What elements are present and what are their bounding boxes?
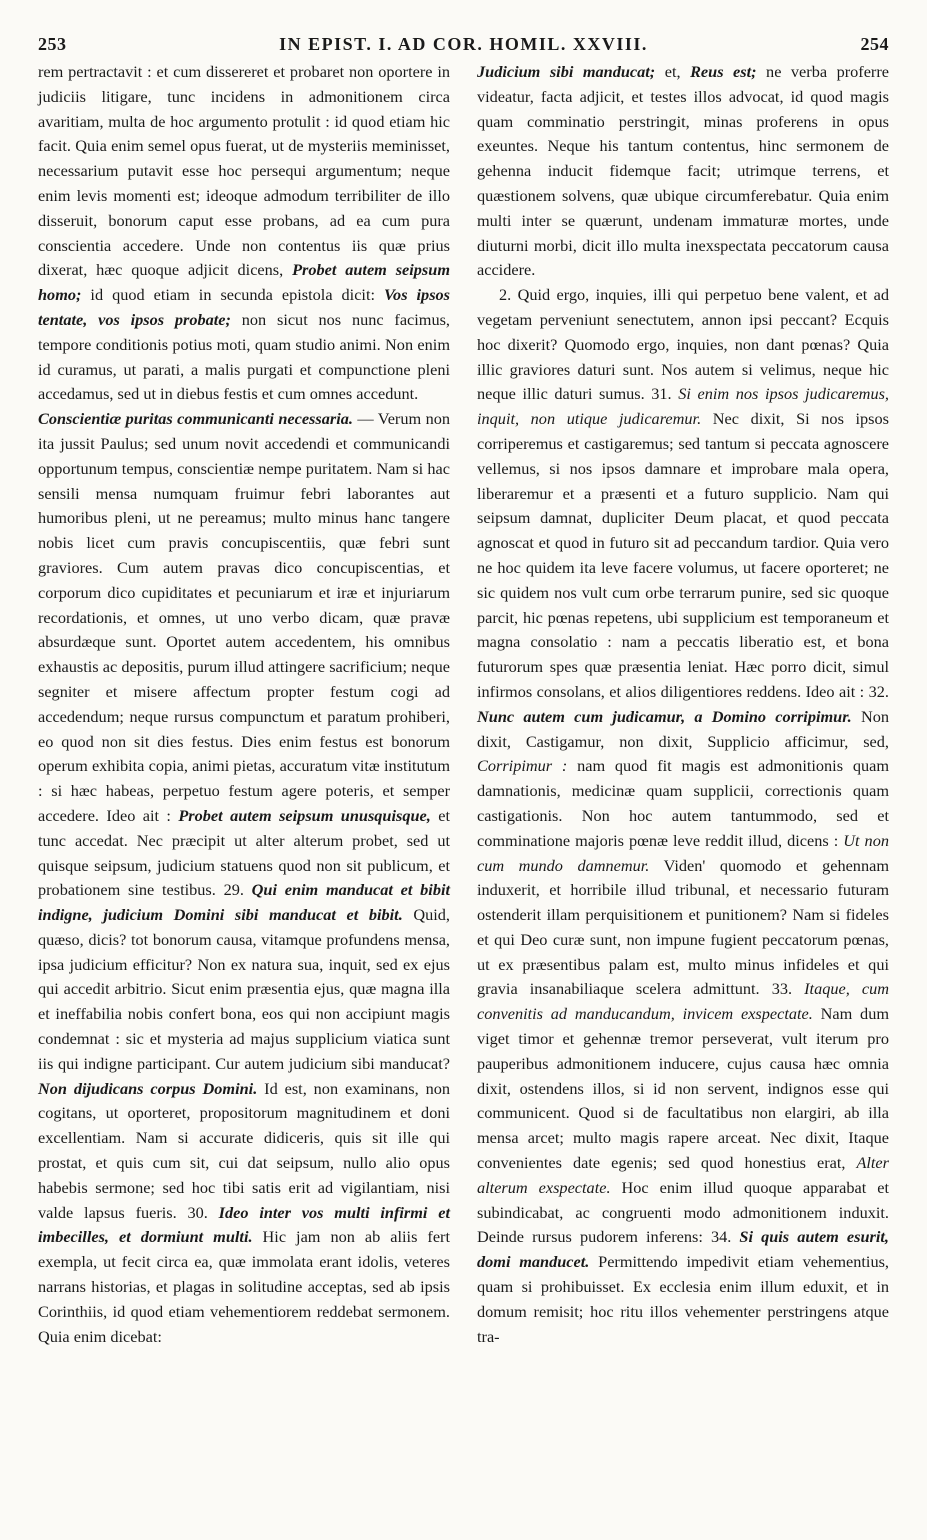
- text-columns: [38, 60, 889, 1349]
- section-heading: Conscientiæ puritas communicanti necessaria.: [38, 409, 353, 429]
- left-column: [38, 60, 450, 1349]
- right-paragraph-2: 2. Quid ergo, inquies, illi qui perpetuo bene valent, et ad vegetam perveniunt senectutem, annon ipsi peccant? Ecquis hoc dixerit? Quomodo ergo, inquies, non dant pœnas? Quia illic graviores daturi sunt. Nos autem si velimus, neque hic neque illic daturi sumus. 31. Si enim nos ipsos judicaremus, inquit, non utique judicaremur. Nec dixit, Si nos ipsos corriperemus et castigaremus; sed tantum si peccata agnoscere vellemus, si nos ipsos damnare et improbare mala opera, liberaremur et a præsenti et a futuro supplicio. Nam qui seipsum damnat, dupliciter Deum placat, et quod peccata agnoscat et quod in futuro sit ad peccandum tardior. Quia vero ne hoc quidem ita leve facere volumus, ut facere oporteret; ne sic quidem nos vult cum orbe terrarum punire, sed sic quoque parcit, hic pœnas repetens, ubi supplicium est temporaneum et magna consolatio : nam a peccatis liberatio est, et bona futurorum spes quæ præsentia leniat. Hæc porro dicit, simul infirmos consolans, et alios diligentiores reddens. Ideo ait : 32. Nunc autem cum judicamur, a Domino corripimur. Non dixit, Castigamur, non dixit, Supplicio afficimur, sed, Corripimur : nam quod fit magis est admonitionis quam damnationis, medicinæ quam supplicii, correctionis quam castigationis. Non hoc autem tantummodo, sed et comminatione majoris pœnæ leve reddit illud, dicens : Ut non cum mundo damnemur. Viden' quomodo et gehennam induxerit, et horribile illud tribunal, et necessario futuram ostenderit illam perquisitionem et punitionem? Nam si fideles et qui Deo curæ sunt, non impune fugient peccatorum pœnas, ut ex præsentibus palam est, multo minus infideles et qui gravia insanabiliaque scelera admittunt. 33. Itaque, cum convenitis ad manducandum, invicem exspectate. Nam dum viget timor et gehennæ tremor perseverat, vult iterum pro pauperibus admonitionem inducere, cujus causa hæc omnia dixit, ostendens illos, si id non servent, indignos esse qui communicent. Quod si de facultatibus non elargiri, ab illa mensa arcet; multo magis rapere arceat. Nec dixit, Itaque convenientes date egenis; sed quod honestius erat, Alter alterum exspectate. Hoc enim illud quoque apparabat et subindicabat, ac congruenti modo admonitionem induxit. Deinde rursus pudorem inferens: 34. Si quis autem esurit, domi manducet. Permittendo impedivit etiam vehementius, quam si prohibuisset. Ex ecclesia enim illum eduxit, et in domum remisit; hoc ritu illos vehementer perstringens atque tra-: [477, 285, 889, 1346]
- running-header: [38, 30, 889, 56]
- page-number-left: 253: [38, 34, 67, 54]
- running-title: IN EPIST. I. AD COR. HOMIL. XXVIII.: [279, 34, 648, 54]
- left-paragraph-2: Conscientiæ puritas communicanti necessaria. — Verum non ita jussit Paulus; sed unum novit accedendi et communicandi opportunum tempus, conscientiæ nempe puritatem. Nam si hac sensili mensa numquam fruimur febri laborantes aut humoribus pleni, ut ne pereamus; multo minus hanc tangere nobis licet cum pravis concupiscentiis, quæ febri sunt graviores. Cum autem pravas dico concupiscentias, et corporum dico cupiditates et pecuniarum et iræ et injuriarum recordationis, et omnes, ut uno verbo dicam, quæ pravæ absurdæque sunt. Oportet autem accedentem, his omnibus exhaustis ac depositis, purum illud attingere sacrificium; neque segniter et misere affectum propter festum cogi ad accedendum; neque rursus compunctum et paratum prohiberi, eo quod non sit dies festus. Dies enim festus est bonorum operum exhibita copia, animi pietas, accuratum vitæ institutum : si hæc habeas, perpetuo festum agere poteris, et semper accedere. Ideo ait : Probet autem seipsum unusquisque, et tunc accedat. Nec præcipit ut alter alterum probet, sed ut quisque seipsum, judicium statuens quod non sit publicum, et probationem sine testibus. 29. Qui enim manducat et bibit indigne, judicium Domini sibi manducat et bibit. Quid, quæso, dicis? tot bonorum causa, vitamque profundens mensa, ipsa judicium efficitur? Non ex natura sua, inquit, sed ex ejus qui accedit arbitrio. Sicut enim præsentia ejus, quæ magna illa et ineffabilia nobis confert bona, eos qui non accipiunt magis condemnat : sic et mysteria ad majus supplicium viatica sunt iis qui indigne participant. Cur autem judicium sibi manducat? Non dijudicans corpus Domini. Id est, non examinans, non cogitans, ut oporteret, propositorum magnitudinem et doni excellentiam. Nam si accurate didiceris, quis sit ille qui prostat, et quis cum sit, cui dat seipsum, nullo alio opus habebis sermone; sed hoc tibi satis erit ad vigilantiam, nisi valde lapsus fueris. 30. Ideo inter vos multi infirmi et imbecilles, et dormiunt multi. Hic jam non ab aliis fert exempla, ut fecit circa ea, quæ immolata erant idolis, veteres narrans historias, et plagas in solitudine acceptas, sed ab ipsis Corinthiis, id quod etiam vehementiorem reddebat sermonem. Quia enim dicebat:: [38, 409, 451, 1346]
- page-number-right: 254: [860, 34, 889, 54]
- right-paragraph-1: Judicium sibi manducat; et, Reus est; ne verba proferre videatur, facta adjicit, et testes illos advocat, id quod magis quam comminatio perstringit, minas proferens in opus exeuntes. Neque his tantum contentus, hinc sermonem de gehenna inducit fidemque facit; utrimque terrens, et quæstionem solvens, quæ ubique circumferebatur. Quia enim multi inter se quærunt, undenam immaturæ mortes, unde diuturni morbi, dicit illo multa inexspectata peccatorum causa accidere.: [477, 62, 889, 280]
- right-column: [477, 60, 889, 1349]
- left-paragraph-1: rem pertractavit : et cum dissereret et probaret non oportere in judiciis litigare, tunc incidens in admonitionem circa avaritiam, multa de hoc argumento protulit : id quod etiam hic facit. Quia enim semel opus fuerat, ut de mysteriis meminisset, necessarium putavit esse hoc persequi argumentum; neque enim levis momenti est; ideoque admodum terribiliter de illo disseruit, bonorum caput esse probans, ad ea cum pura conscientia accedere. Unde non contentus iis quæ prius dixerat, hæc quoque adjicit dicens, Probet autem seipsum homo; id quod etiam in secunda epistola dicit: Vos ipsos tentate, vos ipsos probate; non sicut nos nunc facimus, tempore conditionis potius moti, quam studio animi. Non enim id curamus, ut parati, a malis purgati et compunctione pleni accedamus, sed ut in diebus festis et cum omnes accedunt.: [38, 62, 451, 404]
